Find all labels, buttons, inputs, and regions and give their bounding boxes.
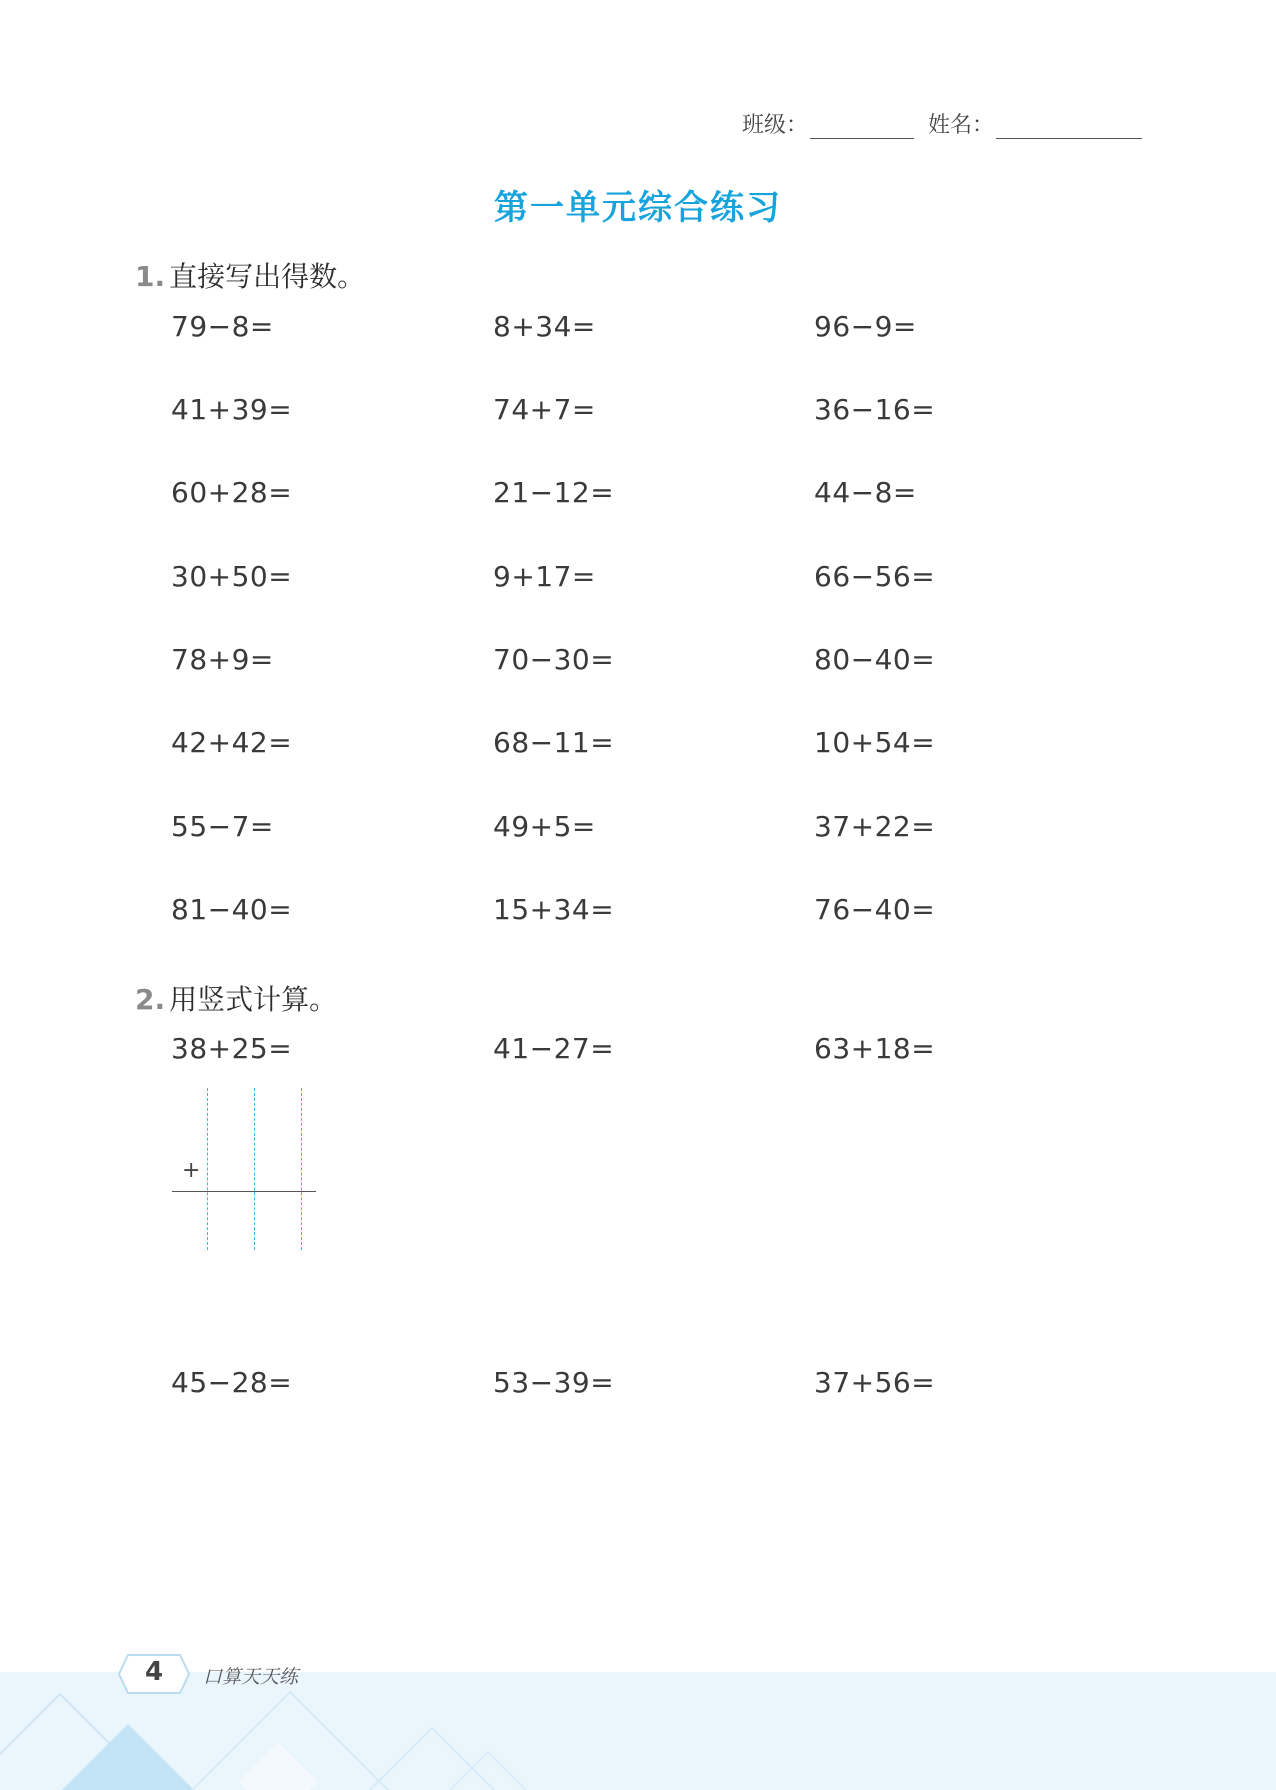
problem: 68−11=: [493, 726, 615, 759]
problem: 79−8=: [171, 310, 274, 343]
problem: 76−40=: [814, 893, 936, 926]
problem: 21−12=: [493, 476, 615, 509]
problem: 70−30=: [493, 643, 615, 676]
result-line: [172, 1191, 316, 1192]
problem: 44−8=: [814, 476, 917, 509]
column-guide-line: [301, 1088, 302, 1250]
class-label: 班级：: [741, 113, 808, 138]
section-2-number: 2.: [135, 983, 166, 1016]
section-1-instruction: 直接写出得数。: [169, 260, 366, 293]
problem: 8+34=: [493, 310, 596, 343]
problem: 55−7=: [171, 810, 274, 843]
section-1-heading: [135, 255, 365, 295]
problem: 78+9=: [171, 643, 274, 676]
page-title: 第一单元综合练习: [494, 188, 782, 228]
name-label: 姓名：: [927, 113, 994, 138]
problem: 66−56=: [814, 560, 936, 593]
page-number: 4: [144, 1657, 164, 1687]
problem: 30+50=: [171, 560, 293, 593]
problem: 36−16=: [814, 393, 936, 426]
problem: 63+18=: [814, 1032, 936, 1065]
problem: 42+42=: [171, 726, 293, 759]
section-2-heading: [135, 978, 337, 1018]
vertical-calculation-frame[interactable]: [170, 1088, 320, 1250]
problem: 41−27=: [493, 1032, 615, 1065]
book-title: 口算天天练: [203, 1666, 299, 1688]
problem: 96−9=: [814, 310, 917, 343]
problem: 38+25=: [171, 1032, 293, 1065]
column-guide-line: [254, 1088, 255, 1250]
footer-band: [0, 1672, 1276, 1790]
problem: 10+54=: [814, 726, 936, 759]
problem: 81−40=: [171, 893, 293, 926]
footer-decoration: [0, 1672, 1276, 1790]
problem: 53−39=: [493, 1366, 615, 1399]
problem: 15+34=: [493, 893, 615, 926]
plus-sign: +: [182, 1158, 201, 1183]
problem: 37+56=: [814, 1366, 936, 1399]
section-2-instruction: 用竖式计算。: [169, 983, 338, 1016]
problem: 74+7=: [493, 393, 596, 426]
problem: 41+39=: [171, 393, 293, 426]
section-1-number: 1.: [135, 260, 166, 293]
class-blank[interactable]: [810, 114, 914, 139]
problem: 45−28=: [171, 1366, 293, 1399]
problem: 49+5=: [493, 810, 596, 843]
problem: 37+22=: [814, 810, 936, 843]
student-info-fields: [742, 108, 1142, 139]
name-blank[interactable]: [996, 114, 1142, 139]
problem: 60+28=: [171, 476, 293, 509]
problem: 80−40=: [814, 643, 936, 676]
column-guide-line: [207, 1088, 208, 1250]
problem: 9+17=: [493, 560, 596, 593]
